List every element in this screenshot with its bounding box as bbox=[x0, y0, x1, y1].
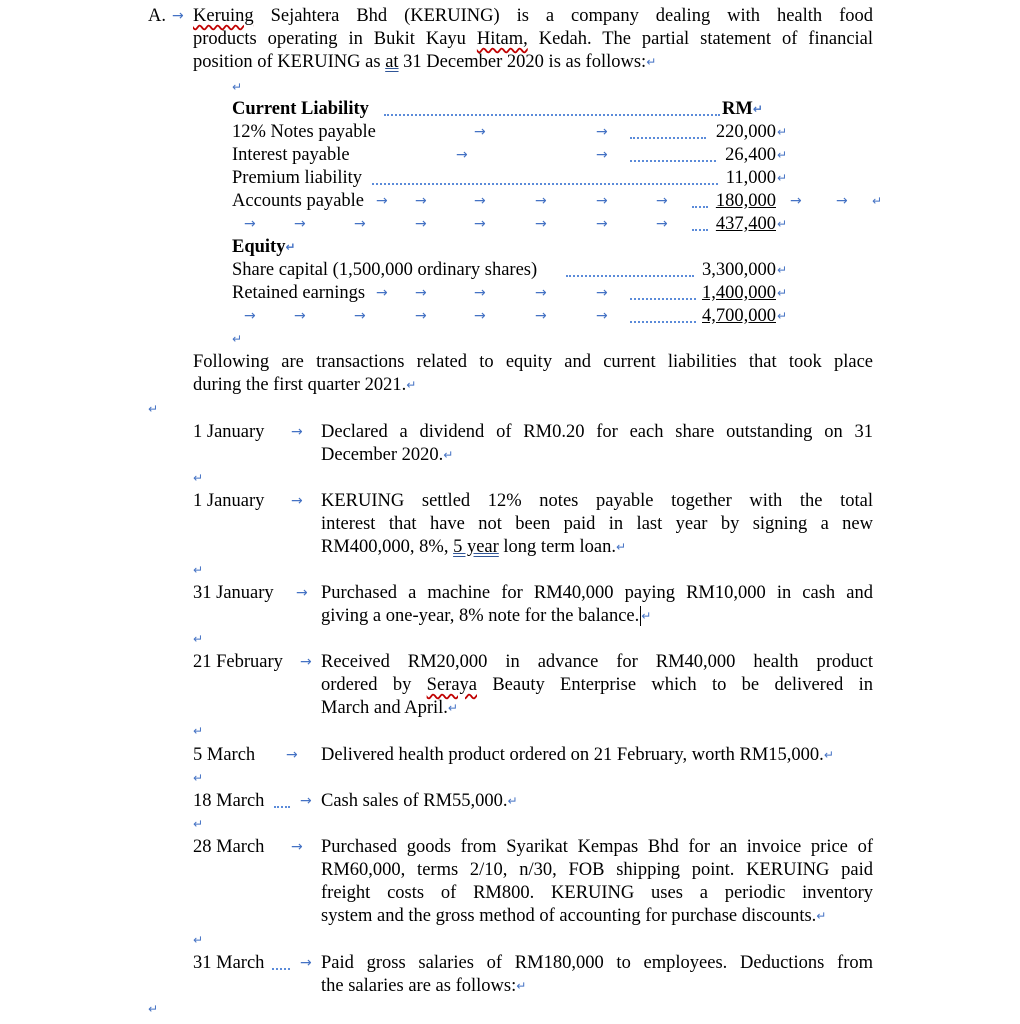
liability-label: 12% Notes payable bbox=[232, 122, 376, 142]
transaction-text bbox=[321, 674, 873, 697]
pilcrow-icon: ↵ bbox=[193, 771, 204, 785]
transaction-text bbox=[321, 697, 458, 720]
tab-leader bbox=[630, 298, 696, 300]
pilcrow-icon: ↵ bbox=[193, 933, 204, 947]
transaction-text bbox=[321, 605, 652, 628]
intro-line-3b: 31 December 2020 is as follows: bbox=[403, 52, 647, 72]
tab-arrow-icon: → bbox=[656, 193, 668, 209]
transaction-text-underlined: 5 year bbox=[453, 537, 499, 557]
tab-leader bbox=[566, 275, 694, 277]
tab-arrow-icon: → bbox=[244, 308, 256, 324]
pilcrow-icon: ↵ bbox=[232, 80, 243, 94]
transaction-text: Declared a dividend of RM0.20 for each share outstanding on 31 bbox=[321, 422, 873, 442]
equity-label: Share capital (1,500,000 ordinary shares) bbox=[232, 260, 538, 280]
transaction-text-end: system and the gross method of accounting for purchase discounts. bbox=[321, 906, 817, 926]
liability-amount: 180,000 bbox=[715, 191, 776, 211]
pilcrow-icon: ↵ bbox=[406, 378, 417, 392]
transaction-text: interest that have not been paid in last year by signing a new bbox=[321, 514, 873, 534]
equity-amount: 1,400,000 bbox=[702, 283, 776, 303]
transaction-date: 28 March bbox=[193, 837, 265, 857]
transaction-text-end: Cash sales of RM55,000. bbox=[321, 791, 508, 811]
tab-arrow-icon: → bbox=[535, 193, 547, 209]
pilcrow-icon: ↵ bbox=[777, 171, 788, 185]
transaction-text bbox=[321, 975, 527, 998]
pilcrow-icon: ↵ bbox=[777, 217, 788, 231]
liability-total: 437,400 bbox=[715, 214, 776, 234]
tab-arrow-icon: → bbox=[596, 308, 608, 324]
tab-arrow-icon: → bbox=[354, 308, 366, 324]
following-line-2 bbox=[193, 374, 417, 397]
tab-arrow-icon: → bbox=[790, 193, 802, 209]
tab-arrow-icon: → bbox=[535, 285, 547, 301]
transaction-text-b: long term loan. bbox=[503, 537, 616, 557]
intro-line-1 bbox=[193, 5, 873, 28]
transaction-text bbox=[321, 744, 834, 767]
tab-arrow-icon: → bbox=[474, 308, 486, 324]
intro-line-2 bbox=[193, 28, 873, 51]
current-liability-heading: Current Liability bbox=[232, 99, 369, 119]
pilcrow-icon: ↵ bbox=[193, 724, 204, 738]
pilcrow-icon: ↵ bbox=[193, 563, 204, 577]
currency-heading bbox=[722, 98, 763, 121]
pilcrow-icon: ↵ bbox=[447, 701, 458, 715]
transaction-date: 18 March bbox=[193, 791, 265, 811]
liability-amount: 11,000 bbox=[725, 168, 776, 188]
transaction-date: 31 January bbox=[193, 583, 274, 603]
tab-arrow-icon: → bbox=[415, 216, 427, 232]
tab-arrow-icon: → bbox=[415, 308, 427, 324]
tab-arrow-icon: → bbox=[296, 585, 308, 601]
tab-arrow-icon: → bbox=[172, 8, 184, 24]
transaction-text: Purchased a machine for RM40,000 paying RM10,000 in cash and bbox=[321, 583, 873, 603]
pilcrow-icon: ↵ bbox=[193, 632, 204, 646]
pilcrow-icon: ↵ bbox=[507, 794, 518, 808]
name-seraya: Seraya bbox=[426, 675, 477, 695]
pilcrow-icon: ↵ bbox=[872, 194, 883, 208]
tab-leader bbox=[372, 183, 718, 185]
pilcrow-icon: ↵ bbox=[641, 609, 652, 623]
tab-arrow-icon: → bbox=[596, 124, 608, 140]
pilcrow-icon: ↵ bbox=[777, 286, 788, 300]
currency-heading-text: RM bbox=[722, 99, 753, 119]
tab-arrow-icon: → bbox=[354, 216, 366, 232]
transaction-text-end: giving a one-year, 8% note for the balance. bbox=[321, 606, 640, 626]
transaction-text bbox=[321, 905, 827, 928]
word-at: at bbox=[385, 52, 399, 72]
transaction-text-end: March and April. bbox=[321, 698, 448, 718]
following-line-2-text: during the first quarter 2021. bbox=[193, 375, 407, 395]
place-hitam: Hitam, bbox=[476, 29, 528, 49]
tab-arrow-icon: → bbox=[376, 285, 388, 301]
tab-arrow-icon: → bbox=[291, 493, 303, 509]
pilcrow-icon: ↵ bbox=[646, 55, 657, 69]
tab-arrow-icon: → bbox=[294, 216, 306, 232]
intro-line-3 bbox=[193, 51, 657, 74]
transaction-text-end: Delivered health product ordered on 21 February, worth RM15,000. bbox=[321, 745, 824, 765]
transaction-text-a: ordered by bbox=[321, 675, 412, 695]
tab-arrow-icon: → bbox=[286, 747, 298, 763]
pilcrow-icon: ↵ bbox=[777, 309, 788, 323]
tab-arrow-icon: → bbox=[300, 793, 312, 809]
tab-arrow-icon: → bbox=[415, 285, 427, 301]
tab-arrow-icon: → bbox=[836, 193, 848, 209]
liability-label: Interest payable bbox=[232, 145, 350, 165]
tab-arrow-icon: → bbox=[535, 216, 547, 232]
tab-arrow-icon: → bbox=[596, 216, 608, 232]
transaction-text bbox=[321, 444, 454, 467]
section-label: A. bbox=[148, 6, 166, 26]
pilcrow-icon: ↵ bbox=[443, 448, 454, 462]
transaction-text: Received RM20,000 in advance for RM40,000 health product bbox=[321, 652, 873, 672]
transaction-text bbox=[321, 790, 518, 813]
tab-arrow-icon: → bbox=[474, 285, 486, 301]
tab-arrow-icon: → bbox=[456, 147, 468, 163]
transaction-text: KERUING settled 12% notes payable together with the total bbox=[321, 491, 873, 511]
intro-line-3a: position of KERUING as bbox=[193, 52, 381, 72]
transaction-date: 5 March bbox=[193, 745, 256, 765]
pilcrow-icon: ↵ bbox=[777, 125, 788, 139]
transaction-text: Paid gross salaries of RM180,000 to employees. Deductions from bbox=[321, 953, 873, 973]
pilcrow-icon: ↵ bbox=[615, 540, 627, 554]
pilcrow-icon: ↵ bbox=[193, 471, 204, 485]
pilcrow-icon: ↵ bbox=[777, 148, 788, 162]
intro-line-1-text: Sejahtera Bhd (KERUING) is a company dealing with health food bbox=[270, 6, 874, 26]
intro-line-2a: products operating in Bukit Kayu bbox=[193, 29, 466, 49]
pilcrow-icon: ↵ bbox=[232, 332, 243, 346]
transaction-text-a: RM400,000, 8%, bbox=[321, 537, 449, 557]
liability-label: Premium liability bbox=[232, 168, 363, 188]
transaction-date: 1 January bbox=[193, 491, 265, 511]
transaction-text: freight costs of RM800. KERUING uses a periodic inventory bbox=[321, 883, 873, 903]
equity-total: 4,700,000 bbox=[702, 306, 776, 326]
tab-arrow-icon: → bbox=[291, 424, 303, 440]
transaction-date: 1 January bbox=[193, 422, 265, 442]
tab-arrow-icon: → bbox=[376, 193, 388, 209]
pilcrow-icon: ↵ bbox=[193, 817, 204, 831]
liability-amount: 220,000 bbox=[715, 122, 776, 142]
transaction-date: 31 March bbox=[193, 953, 265, 973]
transaction-text-b: Beauty Enterprise which to be delivered in bbox=[492, 675, 873, 695]
transaction-text-end: December 2020. bbox=[321, 445, 444, 465]
pilcrow-icon: ↵ bbox=[148, 402, 159, 416]
following-line-1: Following are transactions related to equity and current liabilities that took place bbox=[193, 352, 873, 372]
tab-arrow-icon: → bbox=[291, 839, 303, 855]
equity-label: Retained earnings bbox=[232, 283, 366, 303]
transaction-text bbox=[321, 536, 627, 559]
liability-amount: 26,400 bbox=[725, 145, 776, 165]
equity-amount: 3,300,000 bbox=[702, 260, 776, 280]
pilcrow-icon: ↵ bbox=[777, 263, 788, 277]
tab-arrow-icon: → bbox=[300, 654, 312, 670]
tab-leader bbox=[384, 114, 720, 116]
transaction-text: Purchased goods from Syarikat Kempas Bhd for an invoice price of bbox=[321, 837, 873, 857]
tab-leader bbox=[274, 806, 290, 808]
intro-line-2b: Kedah. The partial statement of financial bbox=[538, 29, 874, 49]
tab-arrow-icon: → bbox=[474, 193, 486, 209]
tab-arrow-icon: → bbox=[535, 308, 547, 324]
pilcrow-icon: ↵ bbox=[816, 909, 827, 923]
pilcrow-icon: ↵ bbox=[752, 102, 763, 116]
liability-label: Accounts payable bbox=[232, 191, 365, 211]
equity-heading bbox=[232, 236, 296, 259]
tab-arrow-icon: → bbox=[244, 216, 256, 232]
pilcrow-icon: ↵ bbox=[516, 979, 527, 993]
pilcrow-icon: ↵ bbox=[285, 240, 296, 254]
tab-arrow-icon: → bbox=[656, 216, 668, 232]
transaction-date: 21 February bbox=[193, 652, 283, 672]
tab-arrow-icon: → bbox=[596, 147, 608, 163]
tab-leader bbox=[272, 968, 290, 970]
tab-arrow-icon: → bbox=[474, 216, 486, 232]
tab-arrow-icon: → bbox=[596, 285, 608, 301]
tab-arrow-icon: → bbox=[300, 955, 312, 971]
tab-leader bbox=[630, 137, 706, 139]
equity-heading-text: Equity bbox=[232, 237, 286, 257]
tab-leader bbox=[630, 321, 696, 323]
tab-arrow-icon: → bbox=[596, 193, 608, 209]
tab-arrow-icon: → bbox=[294, 308, 306, 324]
tab-arrow-icon: → bbox=[474, 124, 486, 140]
company-name: Keruing bbox=[193, 6, 254, 26]
tab-arrow-icon: → bbox=[415, 193, 427, 209]
transaction-text-end: the salaries are as follows: bbox=[321, 976, 517, 996]
pilcrow-icon: ↵ bbox=[823, 748, 834, 762]
transaction-text: RM60,000, terms 2/10, n/30, FOB shipping point. KERUING paid bbox=[321, 860, 873, 880]
pilcrow-icon: ↵ bbox=[148, 1002, 159, 1016]
